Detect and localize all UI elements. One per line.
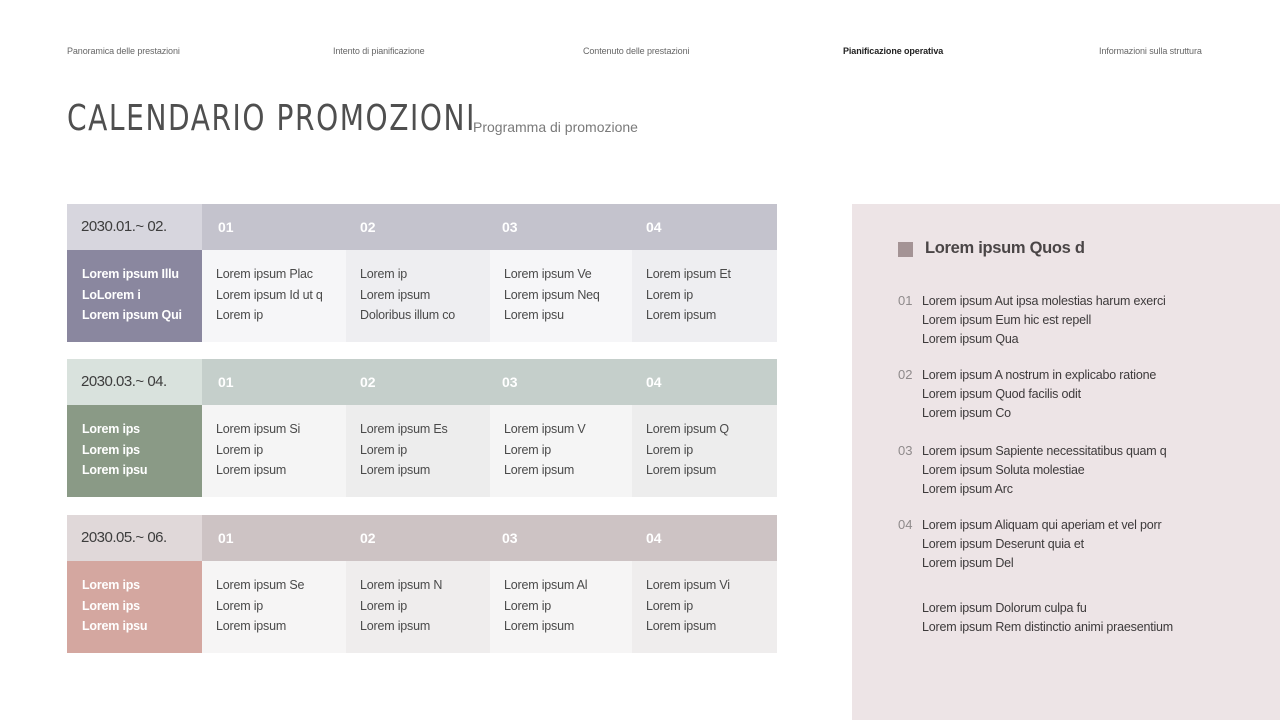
cell-line: Lorem ipsum Plac bbox=[216, 267, 313, 281]
nav-item-intento[interactable]: Intento di pianificazione bbox=[333, 46, 425, 56]
cell-line: Lorem ipsum Vi bbox=[646, 578, 730, 592]
column-number: 03 bbox=[502, 530, 518, 546]
block-category-label bbox=[67, 405, 202, 497]
nav-item-pianificazione-operativa[interactable]: Pianificazione operativa bbox=[843, 46, 944, 56]
cell-line: Lorem ipsum V bbox=[504, 422, 586, 436]
square-bullet-icon bbox=[898, 242, 913, 257]
column-number: 01 bbox=[218, 530, 234, 546]
cell-line: Lorem ip bbox=[504, 442, 552, 457]
column-number: 04 bbox=[646, 374, 662, 390]
cell-line: Lorem ipsum Al bbox=[504, 578, 588, 592]
note-line: Lorem ipsum Del bbox=[922, 555, 1014, 570]
label-line: Lorem ips bbox=[82, 598, 140, 613]
notes-panel bbox=[852, 204, 1280, 720]
block-category-label bbox=[67, 250, 202, 342]
schedule-block-1 bbox=[67, 204, 777, 342]
note-line: Lorem ipsum Aut ipsa molestias harum exerci bbox=[922, 294, 1166, 308]
note-line: Lorem ipsum Co bbox=[922, 405, 1011, 420]
schedule-cell bbox=[490, 561, 632, 653]
label-line: Lorem ipsu bbox=[82, 619, 148, 633]
label-line: Lorem ipsum Qui bbox=[82, 308, 182, 322]
note-line: Lorem ipsum Qua bbox=[922, 331, 1019, 346]
cell-line: Lorem ipsum bbox=[504, 619, 575, 633]
column-number: 03 bbox=[502, 219, 518, 235]
column-number: 01 bbox=[218, 219, 234, 235]
column-number: 04 bbox=[646, 219, 662, 235]
panel-heading: Lorem ipsum Quos d bbox=[925, 239, 1085, 257]
schedule-cell bbox=[632, 405, 777, 497]
schedule-block-3 bbox=[67, 515, 777, 653]
note-line: Lorem ipsum Sapiente necessitatibus quam q bbox=[922, 444, 1167, 458]
label-line: Lorem ips bbox=[82, 442, 140, 457]
note-line: Lorem ipsum A nostrum in explicabo ratione bbox=[922, 368, 1157, 382]
cell-line: Lorem ip bbox=[216, 442, 264, 457]
schedule-cell bbox=[202, 561, 346, 653]
note-number: 02 bbox=[898, 367, 913, 382]
cell-line: Lorem ip bbox=[646, 598, 694, 613]
period-label: 2030.03.~ 04. bbox=[67, 359, 202, 405]
schedule-cell bbox=[346, 250, 490, 342]
note-line: Lorem ipsum Eum hic est repell bbox=[922, 312, 1092, 327]
note-number: 04 bbox=[898, 517, 913, 532]
column-number: 03 bbox=[502, 374, 518, 390]
cell-line: Lorem ipsu bbox=[504, 308, 564, 322]
schedule-cell bbox=[202, 250, 346, 342]
cell-line: Lorem ipsum bbox=[360, 287, 431, 302]
cell-line: Lorem ip bbox=[216, 308, 264, 322]
nav-item-panoramica[interactable]: Panoramica delle prestazioni bbox=[67, 46, 180, 56]
top-navigation bbox=[0, 46, 1280, 58]
column-number: 02 bbox=[360, 374, 376, 390]
cell-line: Lorem ipsum bbox=[360, 463, 431, 477]
cell-line: Lorem ipsum Ve bbox=[504, 267, 592, 281]
block-category-label bbox=[67, 561, 202, 653]
cell-line: Lorem ip bbox=[360, 598, 408, 613]
label-line: LoLorem i bbox=[82, 287, 141, 302]
cell-line: Lorem ipsum N bbox=[360, 578, 443, 592]
column-number: 04 bbox=[646, 530, 662, 546]
cell-line: Lorem ipsum bbox=[646, 463, 717, 477]
note-number: 01 bbox=[898, 293, 913, 308]
column-number: 02 bbox=[360, 530, 376, 546]
cell-line: Lorem ipsum Id ut q bbox=[216, 287, 323, 302]
column-number: 01 bbox=[218, 374, 234, 390]
note-line: Lorem ipsum Arc bbox=[922, 481, 1013, 496]
schedule-cell bbox=[632, 561, 777, 653]
cell-line: Doloribus illum co bbox=[360, 308, 456, 322]
cell-line: Lorem ipsum Es bbox=[360, 422, 448, 436]
cell-line: Lorem ipsum Si bbox=[216, 422, 301, 436]
note-line: Lorem ipsum Dolorum culpa fu bbox=[922, 601, 1087, 615]
cell-line: Lorem ipsum bbox=[504, 463, 575, 477]
schedule-cell bbox=[346, 405, 490, 497]
note-line: Lorem ipsum Rem distinctio animi praesentium bbox=[922, 619, 1174, 634]
cell-line: Lorem ipsum bbox=[646, 619, 717, 633]
label-line: Lorem ips bbox=[82, 578, 140, 592]
schedule-cell bbox=[490, 250, 632, 342]
cell-line: Lorem ipsum bbox=[216, 619, 287, 633]
column-number: 02 bbox=[360, 219, 376, 235]
cell-line: Lorem ipsum bbox=[360, 619, 431, 633]
note-line: Lorem ipsum Soluta molestiae bbox=[922, 462, 1085, 477]
nav-item-informazioni[interactable]: Informazioni sulla struttura bbox=[1099, 46, 1202, 56]
schedule-cell bbox=[632, 250, 777, 342]
page-title: CALENDARIO PROMOZIONI bbox=[67, 98, 476, 139]
label-line: Lorem ipsum Illu bbox=[82, 267, 179, 281]
cell-line: Lorem ip bbox=[216, 598, 264, 613]
note-line: Lorem ipsum Aliquam qui aperiam et vel porr bbox=[922, 518, 1162, 532]
note-number: 03 bbox=[898, 443, 913, 458]
cell-line: Lorem ipsum bbox=[216, 463, 287, 477]
cell-line: Lorem ipsum Neq bbox=[504, 287, 600, 302]
cell-line: Lorem ipsum Et bbox=[646, 267, 731, 281]
cell-line: Lorem ip bbox=[360, 442, 408, 457]
schedule-cell bbox=[490, 405, 632, 497]
cell-line: Lorem ip bbox=[646, 442, 694, 457]
schedule-cell bbox=[202, 405, 346, 497]
cell-line: Lorem ip bbox=[504, 598, 552, 613]
cell-line: Lorem ipsum Se bbox=[216, 578, 305, 592]
label-line: Lorem ips bbox=[82, 422, 140, 436]
period-label: 2030.01.~ 02. bbox=[67, 204, 202, 250]
cell-line: Lorem ipsum bbox=[646, 308, 717, 322]
cell-line: Lorem ip bbox=[646, 287, 694, 302]
cell-line: Lorem ip bbox=[360, 267, 408, 281]
period-label: 2030.05.~ 06. bbox=[67, 515, 202, 561]
page-subtitle: Programma di promozione bbox=[473, 119, 638, 135]
schedule-block-2 bbox=[67, 359, 777, 497]
note-line: Lorem ipsum Deserunt quia et bbox=[922, 536, 1084, 551]
schedule-cell bbox=[346, 561, 490, 653]
label-line: Lorem ipsu bbox=[82, 463, 148, 477]
nav-item-contenuto[interactable]: Contenuto delle prestazioni bbox=[583, 46, 690, 56]
cell-line: Lorem ipsum Q bbox=[646, 422, 729, 436]
note-line: Lorem ipsum Quod facilis odit bbox=[922, 386, 1081, 401]
